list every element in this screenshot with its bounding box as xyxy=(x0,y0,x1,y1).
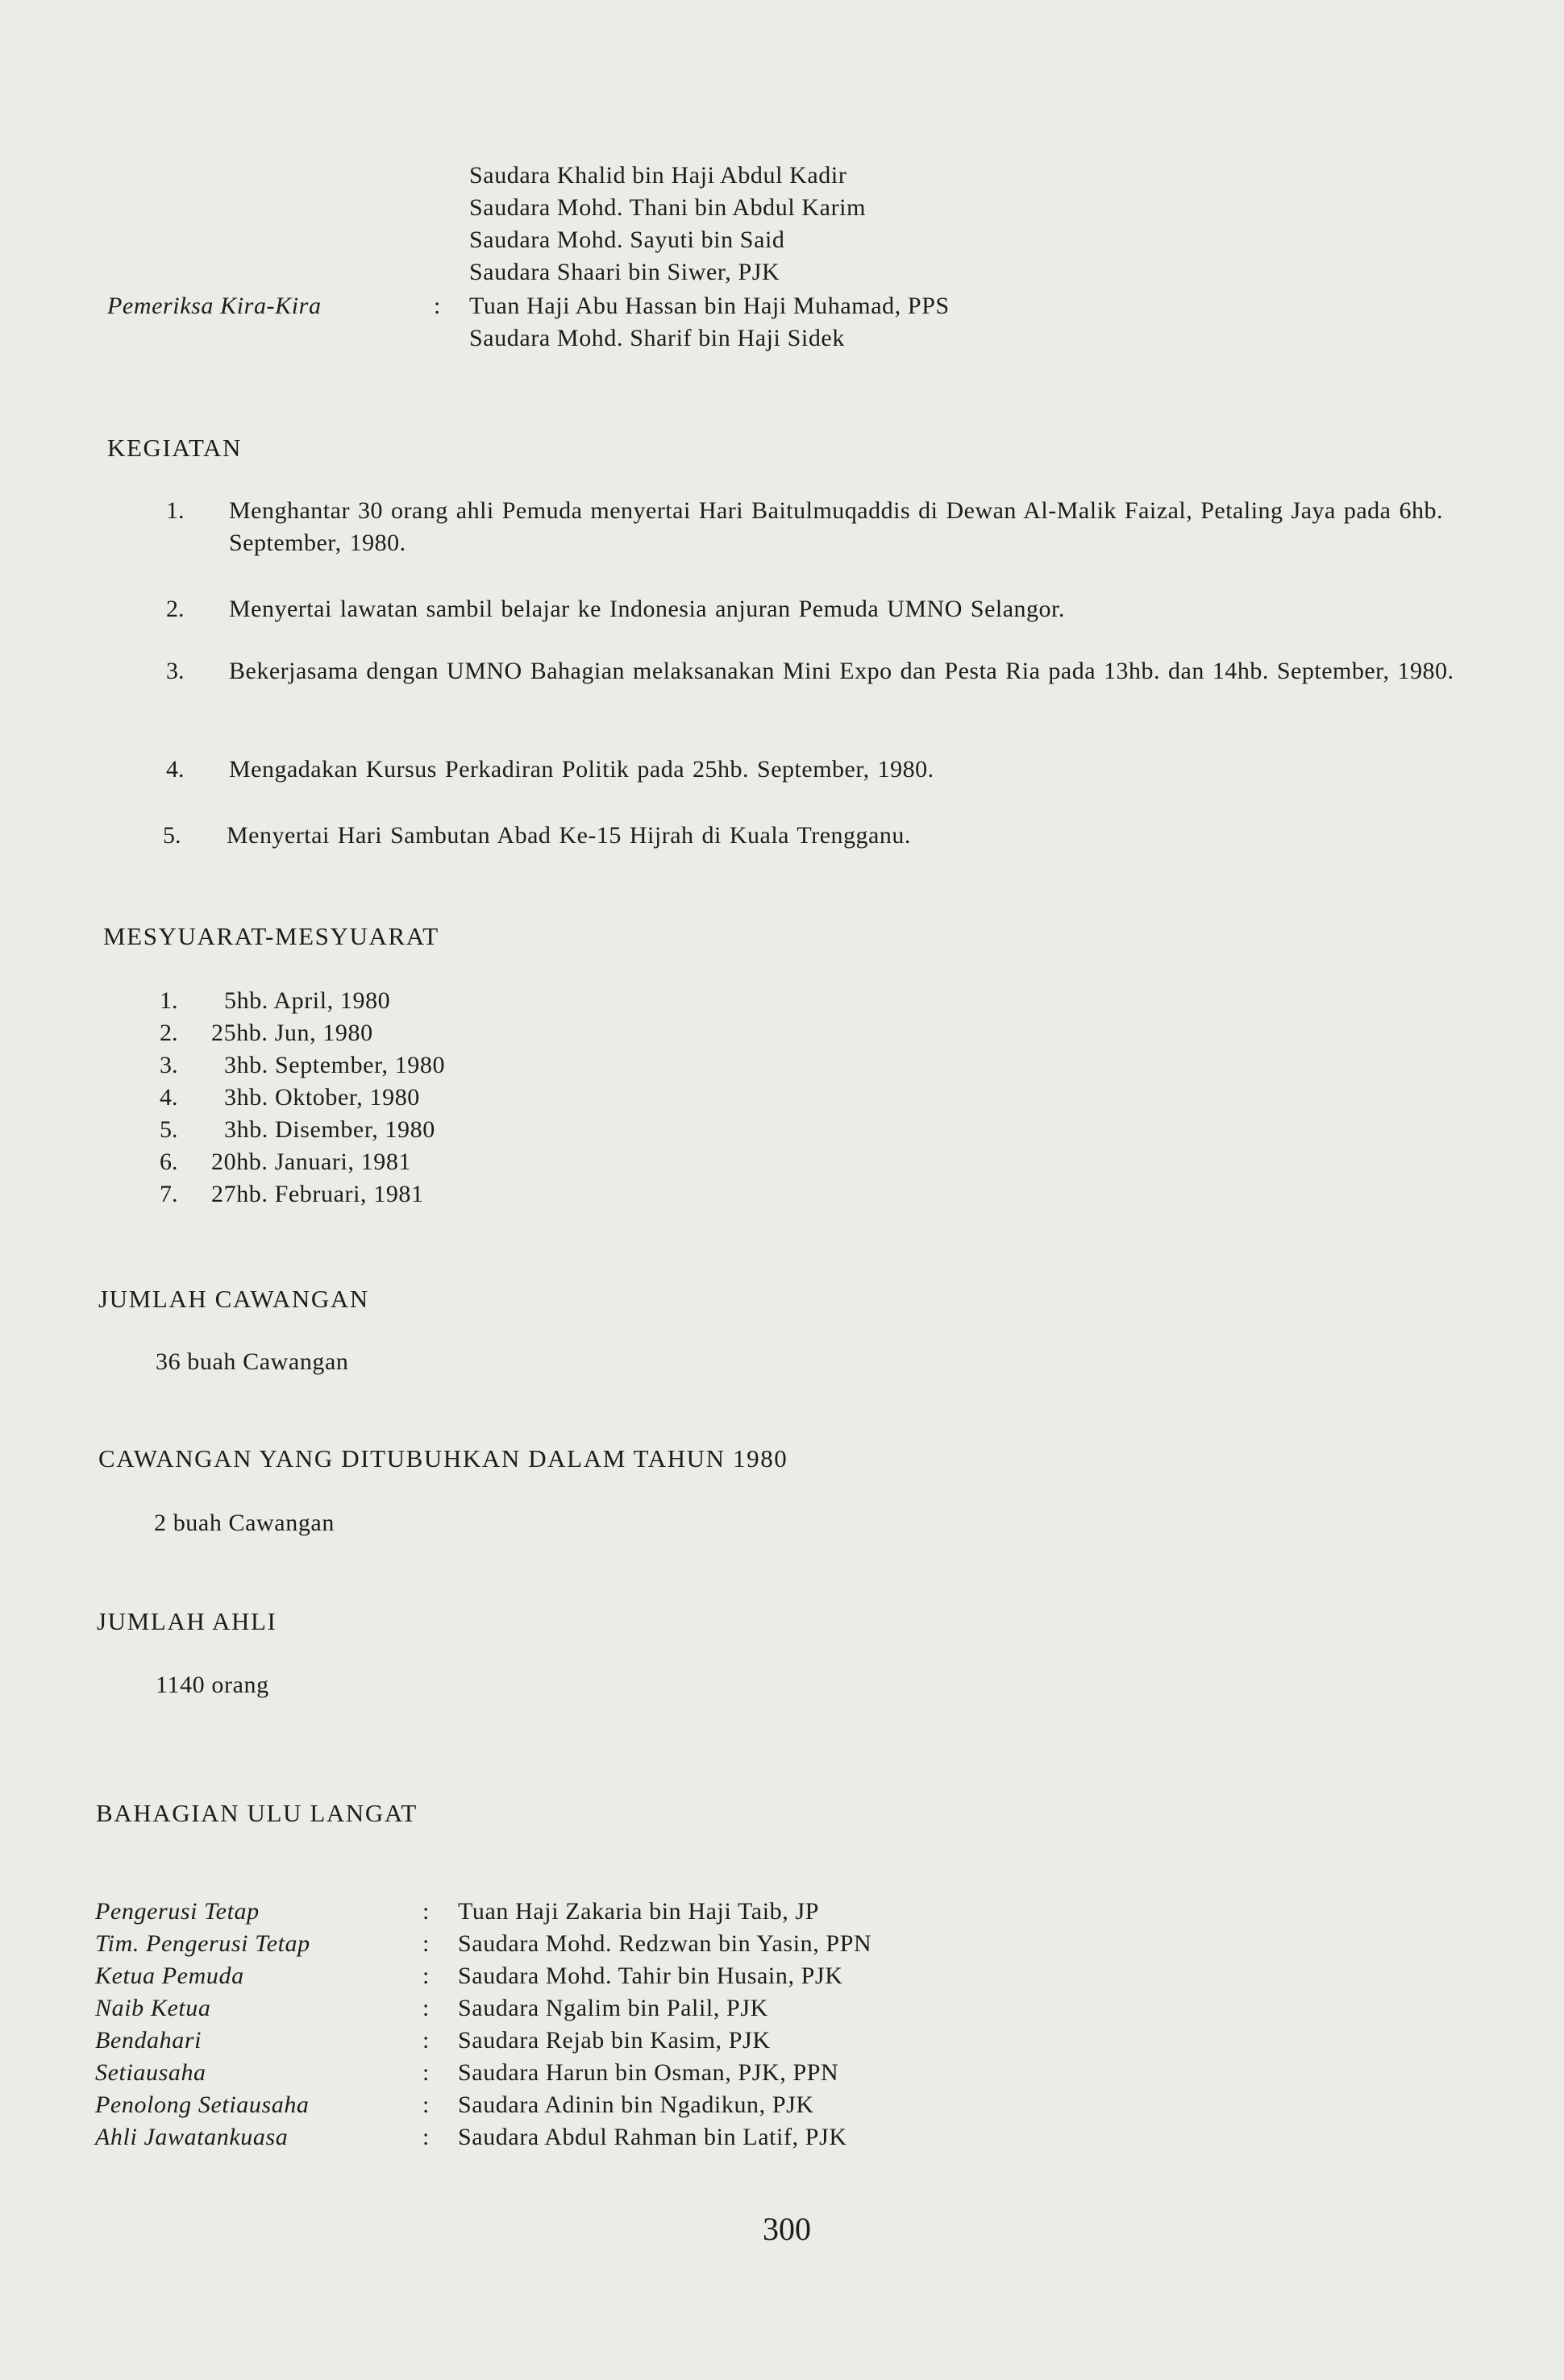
list-item: Menyertai Hari Sambutan Abad Ke-15 Hijrah di Kuala Trengganu. xyxy=(227,822,911,849)
member-role: Penolong Setiausaha xyxy=(95,2091,310,2118)
list-item-number: 1. xyxy=(166,497,185,524)
member-name: Saudara Harun bin Osman, PJK, PPN xyxy=(458,2059,839,2086)
list-item-number: 6. xyxy=(160,1148,178,1175)
member-name: Saudara Mohd. Sayuti bin Said xyxy=(469,226,785,253)
list-item-number: 1. xyxy=(160,987,178,1014)
meeting-date: 20hb. Januari, 1981 xyxy=(211,1148,412,1175)
role-colon: : xyxy=(422,2091,430,2118)
member-role: Ketua Pemuda xyxy=(95,1963,244,1989)
member-role: Tim. Pengerusi Tetap xyxy=(95,1930,310,1957)
meeting-date: 3hb. Oktober, 1980 xyxy=(224,1084,420,1111)
role-colon: : xyxy=(422,1963,430,1989)
list-item-number: 5. xyxy=(163,822,181,849)
role-colon: : xyxy=(422,1930,430,1957)
member-name: Saudara Adinin bin Ngadikun, PJK xyxy=(458,2091,814,2118)
role-colon: : xyxy=(422,2059,430,2086)
list-item-number: 4. xyxy=(160,1084,178,1111)
mesyuarat-heading: MESYUARAT-MESYUARAT xyxy=(103,922,439,950)
member-name: Saudara Abdul Rahman bin Latif, PJK xyxy=(458,2124,847,2150)
role-colon: : xyxy=(422,1898,430,1925)
list-item: Bekerjasama dengan UMNO Bahagian melaksanakan Mini Expo dan Pesta Ria pada 13hb. dan 14hb. September, 1980. xyxy=(229,658,1454,684)
role-colon: : xyxy=(422,2027,430,2054)
member-name: Saudara Shaari bin Siwer, PJK xyxy=(469,259,780,285)
list-item-number: 3. xyxy=(166,658,185,684)
page-number: 300 xyxy=(763,2211,811,2247)
list-item-number: 2. xyxy=(160,1020,178,1046)
member-role: Naib Ketua xyxy=(95,1995,211,2021)
role-colon: : xyxy=(434,293,441,319)
member-role: Ahli Jawatankuasa xyxy=(95,2124,289,2150)
meeting-date: 27hb. Februari, 1981 xyxy=(211,1181,424,1207)
list-item-number: 2. xyxy=(166,596,185,622)
cawangan-baru-value: 2 buah Cawangan xyxy=(154,1510,335,1536)
member-role: Setiausaha xyxy=(95,2059,206,2086)
member-name: Saudara Mohd. Sharif bin Haji Sidek xyxy=(469,325,845,351)
member-role: Pemeriksa Kira-Kira xyxy=(107,293,322,319)
meeting-date: 3hb. September, 1980 xyxy=(224,1052,446,1078)
member-name: Saudara Rejab bin Kasim, PJK xyxy=(458,2027,771,2054)
list-item-number: 4. xyxy=(166,756,185,783)
jumlah-ahli-value: 1140 orang xyxy=(156,1672,269,1698)
member-role: Pengerusi Tetap xyxy=(95,1898,260,1925)
list-item: Mengadakan Kursus Perkadiran Politik pada 25hb. September, 1980. xyxy=(229,756,934,783)
list-item-number: 5. xyxy=(160,1116,178,1143)
meeting-date: 25hb. Jun, 1980 xyxy=(211,1020,373,1046)
member-name: Tuan Haji Abu Hassan bin Haji Muhamad, PPS xyxy=(469,293,950,319)
list-item-number: 7. xyxy=(160,1181,178,1207)
member-role: Bendahari xyxy=(95,2027,202,2054)
kegiatan-heading: KEGIATAN xyxy=(107,434,243,462)
member-name: Saudara Mohd. Tahir bin Husain, PJK xyxy=(458,1963,843,1989)
list-item-number: 3. xyxy=(160,1052,178,1078)
role-colon: : xyxy=(422,2124,430,2150)
member-name: Saudara Khalid bin Haji Abdul Kadir xyxy=(469,162,847,189)
member-name: Saudara Ngalim bin Palil, PJK xyxy=(458,1995,768,2021)
jumlah-cawangan-value: 36 buah Cawangan xyxy=(156,1348,349,1375)
jumlah-ahli-heading: JUMLAH AHLI xyxy=(97,1607,277,1635)
bahagian-heading: BAHAGIAN ULU LANGAT xyxy=(96,1799,418,1827)
cawangan-baru-heading: CAWANGAN YANG DITUBUHKAN DALAM TAHUN 1980 xyxy=(98,1444,788,1472)
member-name: Saudara Mohd. Thani bin Abdul Karim xyxy=(469,194,867,221)
member-name: Tuan Haji Zakaria bin Haji Taib, JP xyxy=(458,1898,820,1925)
meeting-date: 5hb. April, 1980 xyxy=(224,987,391,1014)
role-colon: : xyxy=(422,1995,430,2021)
member-name: Saudara Mohd. Redzwan bin Yasin, PPN xyxy=(458,1930,872,1957)
jumlah-cawangan-heading: JUMLAH CAWANGAN xyxy=(98,1285,369,1313)
meeting-date: 3hb. Disember, 1980 xyxy=(224,1116,435,1143)
list-item: Menyertai lawatan sambil belajar ke Indonesia anjuran Pemuda UMNO Selangor. xyxy=(229,596,1065,622)
list-item: Menghantar 30 orang ahli Pemuda menyertai Hari Baitulmuqaddis di Dewan Al-Malik Faizal, Petaling Jaya pada 6hb. September, 1980. xyxy=(229,497,1443,556)
